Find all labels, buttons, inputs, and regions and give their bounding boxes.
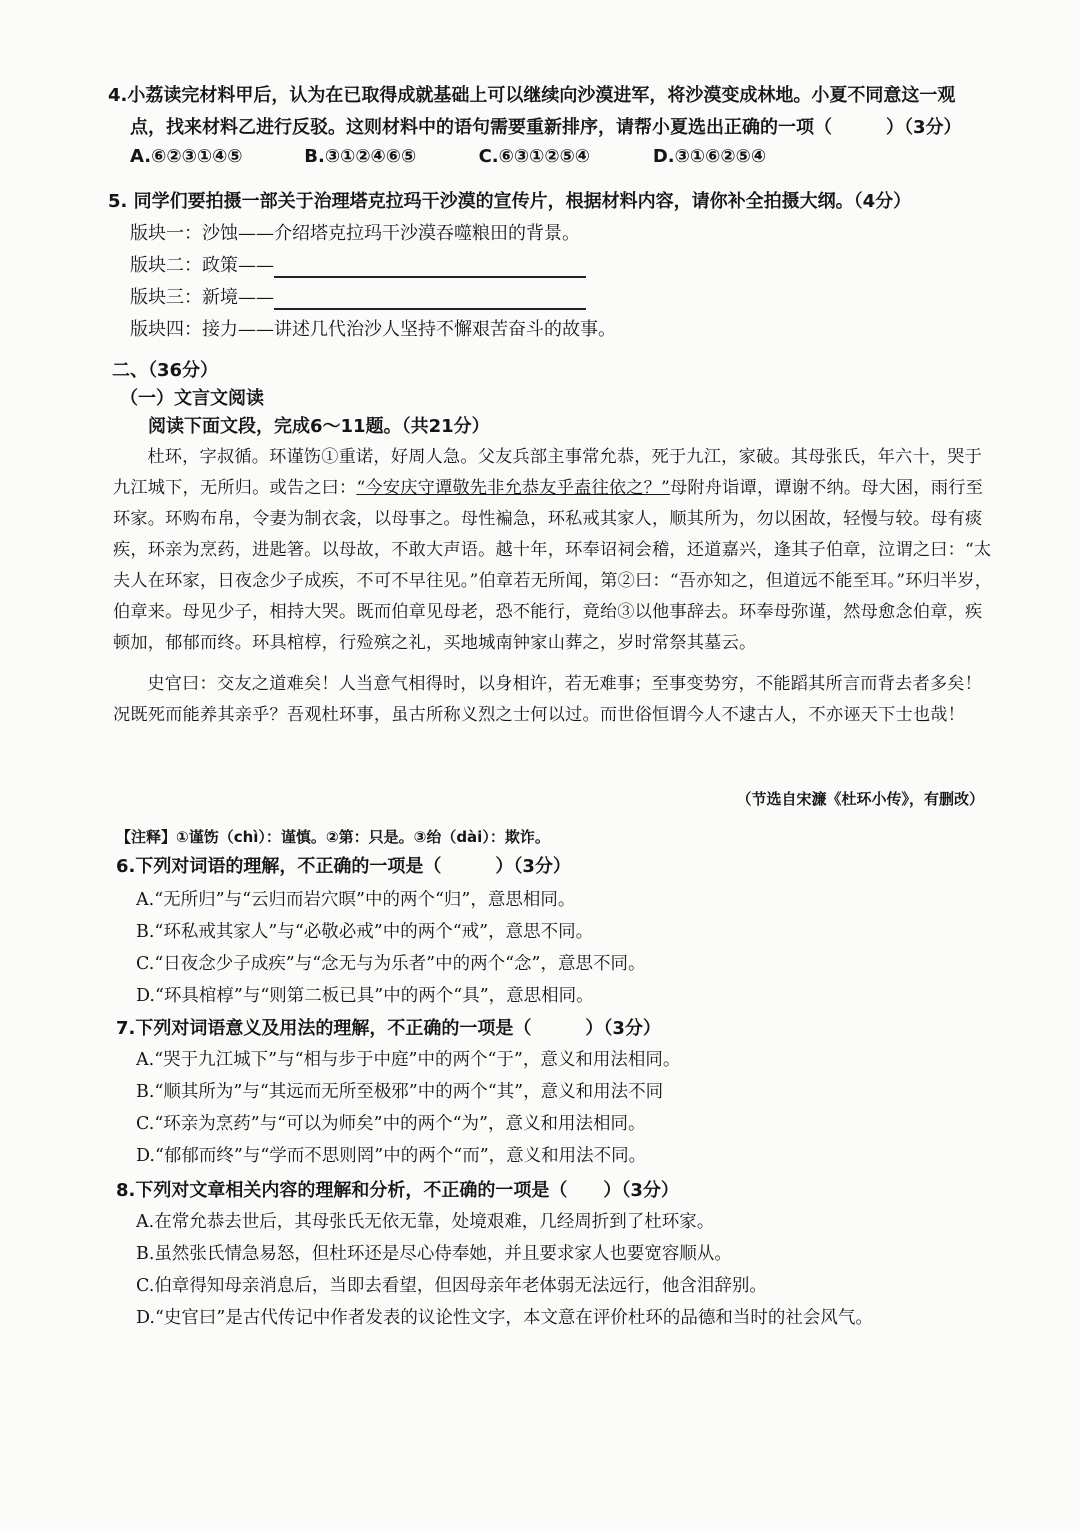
q5-outline-3-label: 版块三：新境—— [130,287,274,308]
q5-outline-2 [130,254,586,278]
q8-option-d[interactable]: D.“史官曰”是古代传记中作者发表的议论性文字，本文意在评价杜环的品德和当时的社会风气。 [136,1308,873,1328]
q5-outline-4: 版块四：接力——讲述几代治沙人坚持不懈艰苦奋斗的故事。 [130,319,616,340]
q6-stem: 6.下列对词语的理解，不正确的一项是（ ）（3分） [116,856,571,877]
q5-outline-3 [130,286,586,310]
section-subheading: （一）文言文阅读 [120,388,264,409]
q8-option-b[interactable]: B.虽然张氏情急易怒，但杜环还是尽心侍奉她，并且要求家人也要宽容顺从。 [136,1244,732,1264]
q8-option-a[interactable]: A.在常允恭去世后，其母张氏无依无靠，处境艰难，几经周折到了杜环家。 [136,1212,715,1232]
q5-stem: 5. 同学们要拍摄一部关于治理塔克拉玛干沙漠的宣传片，根据材料内容，请你补全拍摄大纲。（4分） [108,191,912,212]
q6-option-c[interactable]: C.“日夜念少子成疾”与“念无与为乐者”中的两个“念”，意思不同。 [136,954,646,974]
passage-notes: 【注释】①谨饬（chì）：谨慎。②第：只是。③绐（dài）：欺诈。 [116,828,550,846]
q7-stem: 7.下列对词语意义及用法的理解，不正确的一项是（ ）（3分） [116,1018,661,1039]
q4-option-c[interactable]: C.⑥③①②⑤④ [478,146,591,167]
passage-paragraph-1 [113,442,993,659]
q7-option-a[interactable]: A.“哭于九江城下”与“相与步于中庭”中的两个“于”，意义和用法相同。 [136,1050,681,1070]
q6-option-d[interactable]: D.“环具棺椁”与“则第二板已具”中的两个“具”，意思相同。 [136,986,594,1006]
passage-underlined-quote: “今安庆守谭敬先非允恭友乎盍往依之？” [356,478,670,498]
q7-option-c[interactable]: C.“环亲为烹药”与“可以为师矣”中的两个“为”，意义和用法相同。 [136,1114,646,1134]
q8-option-c[interactable]: C.伯章得知母亲消息后，当即去看望，但因母亲年老体弱无法远行，他含泪辞别。 [136,1276,767,1296]
q4-options [130,146,766,167]
q4-option-b[interactable]: B.③①②④⑥⑤ [304,146,417,167]
q5-answer-blank-2[interactable] [274,258,586,278]
q5-outline-2-label: 版块二：政策—— [130,255,274,276]
passage-p1-part-a: 杜环，字叔循。环谨饬①重诺，好周人急。父友兵部主事常允恭，死于九江，家破。其母张氏，年六十，哭于九江城下，无所归。或告之曰： [113,447,982,498]
q4-option-d[interactable]: D.③①⑥②⑤④ [652,146,767,167]
passage-p1-part-b: 母附舟诣谭，谭谢不纳。母大困，雨行至环家。环购布帛，令妻为制衣衾，以母事之。母性褊急，环私戒其家人，顺其所为，勿以困故，轻慢与较。母有痰疾，环亲为烹药，进匙箸。以母故，不敢大声语。越十年，环奉诏祠会稽，还道嘉兴，逢其子伯章，泣谓之曰：“太夫人在环家，日夜念少子成疾，不可不早往见。”伯章若无所闻，第②曰：“吾亦知之，但道远不能至耳。”环归半岁，伯章来。母见少子，相持大哭。既而伯章见母老，恐不能行，竟绐③以他事辞去。环奉母弥谨，然母愈念伯章，疾顿加，郁郁而终。环具棺椁，行殓殡之礼，买地城南钟家山葬之，岁时常祭其墓云。 [113,478,993,653]
q6-option-b[interactable]: B.“环私戒其家人”与“必敬必戒”中的两个“戒”，意思不同。 [136,922,594,942]
passage-source: （节选自宋濂《杜环小传》，有删改） [736,790,984,808]
q4-stem [108,80,1008,144]
q5-outline-1: 版块一：沙蚀——介绍塔克拉玛干沙漠吞噬粮田的背景。 [130,223,580,244]
q8-stem: 8.下列对文章相关内容的理解和分析，不正确的一项是（ ）（3分） [116,1180,679,1201]
q4-option-a[interactable]: A.⑥②③①④⑤ [130,146,243,167]
q5-answer-blank-3[interactable] [274,290,586,310]
passage-paragraph-2: 史官曰：交友之道难矣！人当意气相得时，以身相许，若无难事；至事变势穷，不能蹈其所言而背去者多矣！况既死而能养其亲乎？吾观杜环事，虽古所称义烈之士何以过。而世俗恒谓今人不逮古人，不亦诬天下士也哉！ [113,674,982,725]
section-heading: 二、（36分） [112,360,219,381]
q4-stem-line2: 点，找来材料乙进行反驳。这则材料中的语句需要重新排序，请帮小夏选出正确的一项（ ）（3分） [130,117,962,138]
section-instruction: 阅读下面文段，完成6～11题。（共21分） [148,416,490,437]
q4-stem-line1: 4.小荔读完材料甲后，认为在已取得成就基础上可以继续向沙漠进军，将沙漠变成林地。小夏不同意这一观 [108,85,956,106]
q7-option-b[interactable]: B.“顺其所为”与“其远而无所至极邪”中的两个“其”，意义和用法不同 [136,1082,664,1102]
q7-option-d[interactable]: D.“郁郁而终”与“学而不思则罔”中的两个“而”，意义和用法不同。 [136,1146,647,1166]
classical-passage [113,442,993,731]
q6-option-a[interactable]: A.“无所归”与“云归而岩穴暝”中的两个“归”，意思相同。 [136,890,576,910]
